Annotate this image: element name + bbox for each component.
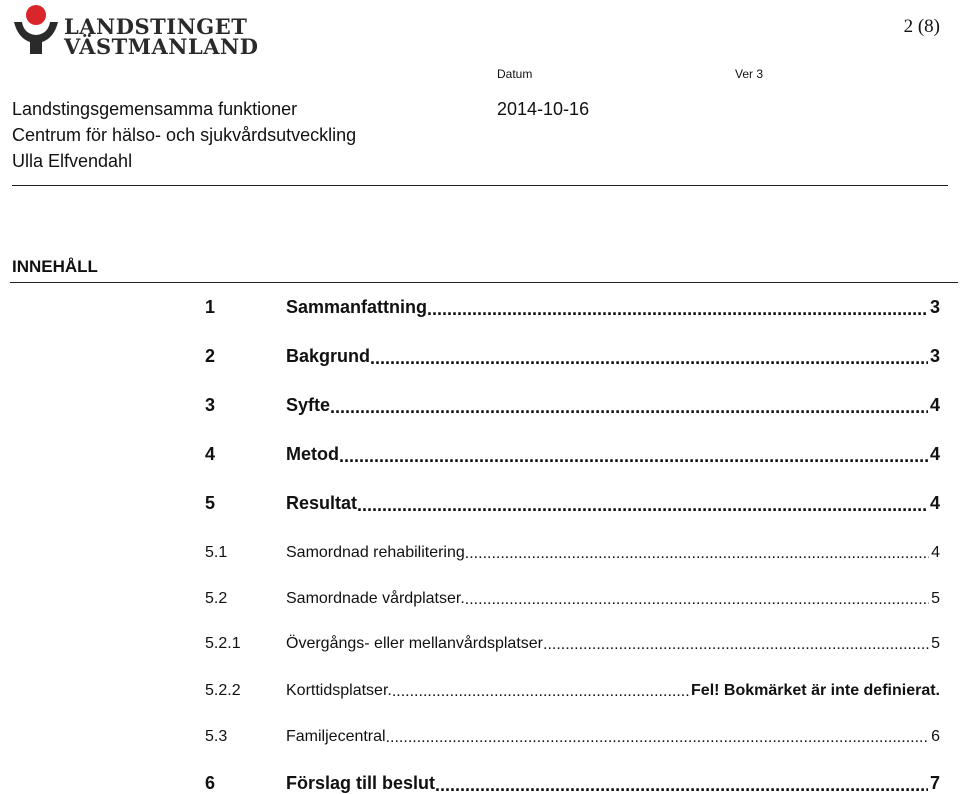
toc-entry-1[interactable] xyxy=(205,294,940,318)
toc-entry-2[interactable] xyxy=(205,343,940,367)
toc-entry-page: 5 xyxy=(931,590,940,607)
toc-entry-number: 5.2.1 xyxy=(205,635,241,652)
toc-entry-number: 5.1 xyxy=(205,544,228,561)
toc-entry-title: Korttidsplatser. xyxy=(286,682,392,699)
toc-entry-number: 5.3 xyxy=(205,728,228,745)
toc-entry-5[interactable] xyxy=(205,490,940,514)
toc-leader-dots xyxy=(357,496,928,514)
toc-entry-page: 6 xyxy=(931,728,940,745)
toc-entry-title: Övergångs- eller mellanvårdsplatser xyxy=(286,635,543,652)
datum-label: Datum xyxy=(497,67,533,81)
toc-leader-dots xyxy=(392,684,689,700)
toc-leader-dots xyxy=(465,546,929,562)
toc-leader-dots xyxy=(435,776,928,794)
toc-entry-number: 3 xyxy=(205,395,216,415)
header-divider xyxy=(12,185,948,186)
toc-leader-dots xyxy=(330,398,928,416)
toc-entry-number: 5.2 xyxy=(205,590,228,607)
org-department: Landstingsgemensamma funktioner xyxy=(12,99,298,119)
toc-entry-number: 4 xyxy=(205,444,216,464)
toc-entry-page-error: Fel! Bokmärket är inte definierat. xyxy=(691,682,940,699)
toc-entry-5-1[interactable] xyxy=(205,538,940,562)
logo-text-line1: LANDSTINGET xyxy=(64,14,248,39)
toc-entry-4[interactable] xyxy=(205,441,940,465)
toc-entry-page: 3 xyxy=(929,297,940,317)
toc-entry-title: Samordnad rehabilitering xyxy=(286,544,465,561)
toc-entry-title: Resultat xyxy=(286,493,358,513)
toc-entry-number: 5 xyxy=(205,493,216,513)
toc-leader-dots xyxy=(370,349,928,367)
toc-entry-title: Familjecentral xyxy=(286,728,386,745)
toc-entry-number: 2 xyxy=(205,346,216,366)
toc-entry-number: 1 xyxy=(205,297,216,317)
organization-logo xyxy=(8,4,259,60)
toc-entry-page: 5 xyxy=(931,635,940,652)
toc-entry-number: 5.2.2 xyxy=(205,682,241,699)
toc-entry-page: 4 xyxy=(929,493,940,513)
author-name: Ulla Elfvendahl xyxy=(12,151,133,171)
toc-leader-dots xyxy=(543,637,929,653)
version-label: Ver 3 xyxy=(735,67,764,81)
toc-divider xyxy=(10,282,958,283)
org-unit: Centrum för hälso- och sjukvårdsutveckling xyxy=(12,125,357,145)
toc-leader-dots xyxy=(465,592,929,608)
toc-entry-page: 4 xyxy=(929,444,940,464)
toc-entry-title: Bakgrund xyxy=(286,346,371,366)
toc-entry-title: Metod xyxy=(286,444,339,464)
toc-entry-5-3[interactable] xyxy=(205,722,940,746)
page-number: 2 (8) xyxy=(903,16,940,37)
document-date: 2014-10-16 xyxy=(497,99,590,119)
toc-entry-3[interactable] xyxy=(205,392,940,416)
logo-text-line2: VÄSTMANLAND xyxy=(64,34,259,59)
toc-entry-title: Syfte xyxy=(286,395,331,415)
toc-title: INNEHÅLL xyxy=(12,257,98,276)
toc-entry-5-2-1[interactable] xyxy=(205,629,940,653)
toc-leader-dots xyxy=(386,730,930,746)
toc-entry-page: 7 xyxy=(929,773,940,793)
landstinget-logo-icon xyxy=(8,4,64,56)
toc-entry-6[interactable] xyxy=(205,770,940,794)
toc-entry-title: Samordnade vårdplatser. xyxy=(286,590,465,607)
toc-leader-dots xyxy=(427,300,928,318)
toc-entry-page: 4 xyxy=(931,544,940,561)
toc-entry-title: Förslag till beslut xyxy=(286,773,436,793)
toc-entry-page: 3 xyxy=(929,346,940,366)
toc-entry-5-2-2[interactable] xyxy=(205,676,940,700)
toc-entry-page: 4 xyxy=(929,395,940,415)
toc-entry-5-2[interactable] xyxy=(205,584,940,608)
toc-entry-title: Sammanfattning xyxy=(286,297,428,317)
toc-leader-dots xyxy=(339,447,928,465)
toc-entry-number: 6 xyxy=(205,773,216,793)
